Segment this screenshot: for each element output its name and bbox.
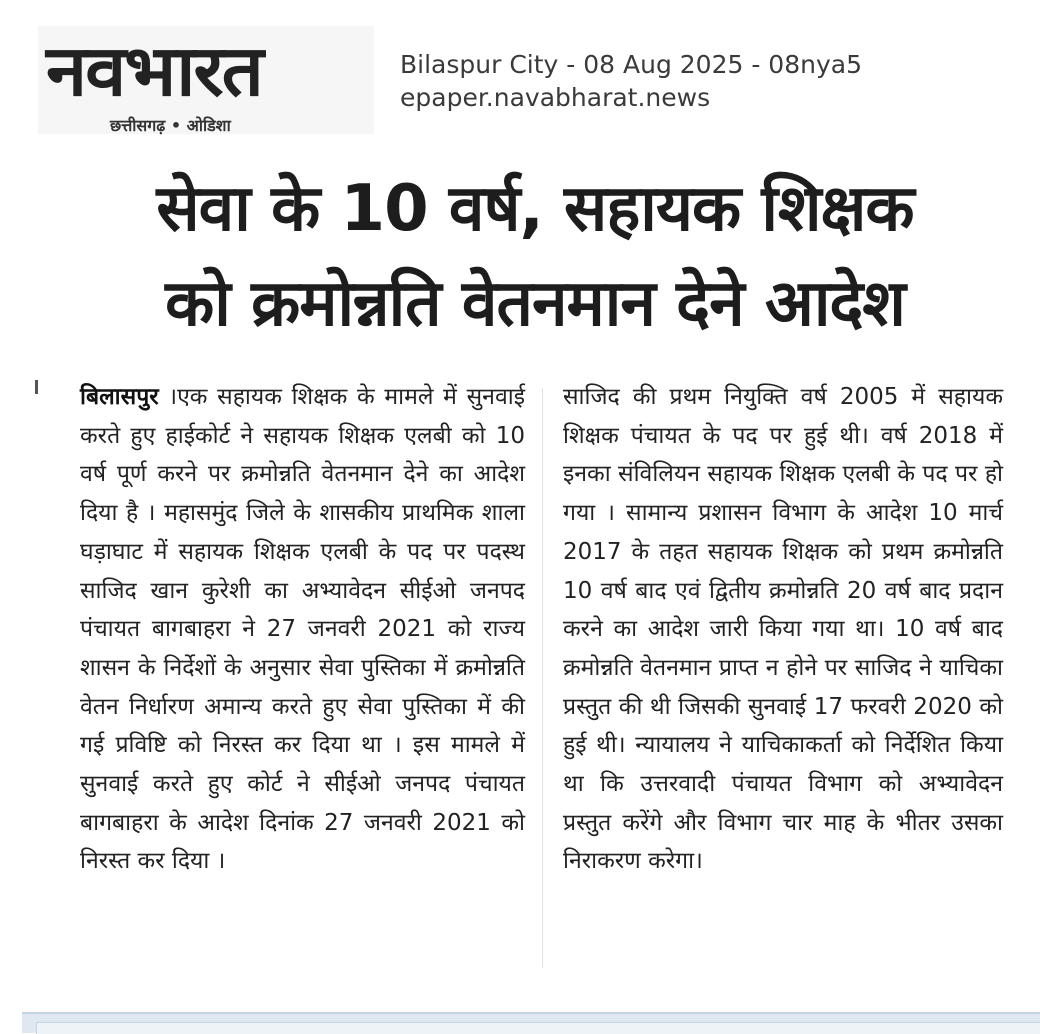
edition-date-line: Bilaspur City - 08 Aug 2025 - 08nya5	[400, 50, 862, 79]
article-column-1	[80, 378, 525, 881]
article-headline	[40, 162, 1030, 352]
column-1-text: ।एक सहायक शिक्षक के मामले में सुनवाई करते हुए हाईकोर्ट ने सहायक शिक्षक एलबी को 10 वर्ष पूर्ण करने पर क्रमोन्नति वेतनमान देने का आदेश दिया है । महासमुंद जिले के शासकीय प्राथमिक शाला घड़ाघाट में सहायक शिक्षक एलबी के पद पर पदस्थ साजिद खान कुरेशी का अभ्यावेदन सीईओ जनपद पंचायत बागबाहरा ने 27 जनवरी 2021 को राज्य शासन के निर्देशों के अनुसार सेवा पुस्तिका में क्रमोन्नति वेतन निर्धारण अमान्य करते हुए सेवा पुस्तिका में की गई प्रविष्टि को निरस्त कर दिया था । इस मामले में सुनवाई करते हुए कोर्ट ने सीईओ जनपद पंचायत बागबाहरा के आदेश दिनांक 27 जनवरी 2021 को निरस्त कर दिया ।	[80, 384, 525, 875]
article-column-2	[563, 378, 1003, 881]
edition-info	[400, 48, 862, 114]
masthead-regions: छत्तीसगढ़ • ओडिशा	[110, 116, 231, 135]
article-dateline: बिलासपुर	[80, 384, 159, 410]
masthead	[38, 26, 374, 134]
print-speck	[35, 380, 38, 394]
headline-line-2: को क्रमोन्नति वेतनमान देने आदेश	[165, 267, 905, 341]
column-divider	[542, 388, 543, 968]
viewer-bottom-bar	[22, 1012, 1040, 1033]
headline-line-1: सेवा के 10 वर्ष, सहायक शिक्षक	[156, 172, 914, 246]
viewer-bottom-panel	[36, 1022, 1040, 1034]
newspaper-logo: नवभारत	[46, 30, 262, 112]
epaper-url: epaper.navabharat.news	[400, 83, 711, 112]
column-2-text: साजिद की प्रथम नियुक्ति वर्ष 2005 में सहायक शिक्षक पंचायत के पद पर हुई थी। वर्ष 2018 में इनका संविलियन सहायक शिक्षक एलबी के पद पर हो गया । सामान्य प्रशासन विभाग के आदेश 10 मार्च 2017 के तहत सहायक शिक्षक को प्रथम क्रमोन्नति 10 वर्ष बाद एवं द्वितीय क्रमोन्नति 20 वर्ष बाद प्रदान करने का आदेश जारी किया गया था। 10 वर्ष बाद क्रमोन्नति वेतनमान प्राप्त न होने पर साजिद ने याचिका प्रस्तुत की थी जिसकी सुनवाई 17 फरवरी 2020 को हुई थी। न्यायालय ने याचिकाकर्ता को निर्देशित किया था कि उत्तरवादी पंचायत विभाग को अभ्यावेदन प्रस्तुत करेंगे और विभाग चार माह के भीतर उसका निराकरण करेगा।	[563, 384, 1003, 875]
